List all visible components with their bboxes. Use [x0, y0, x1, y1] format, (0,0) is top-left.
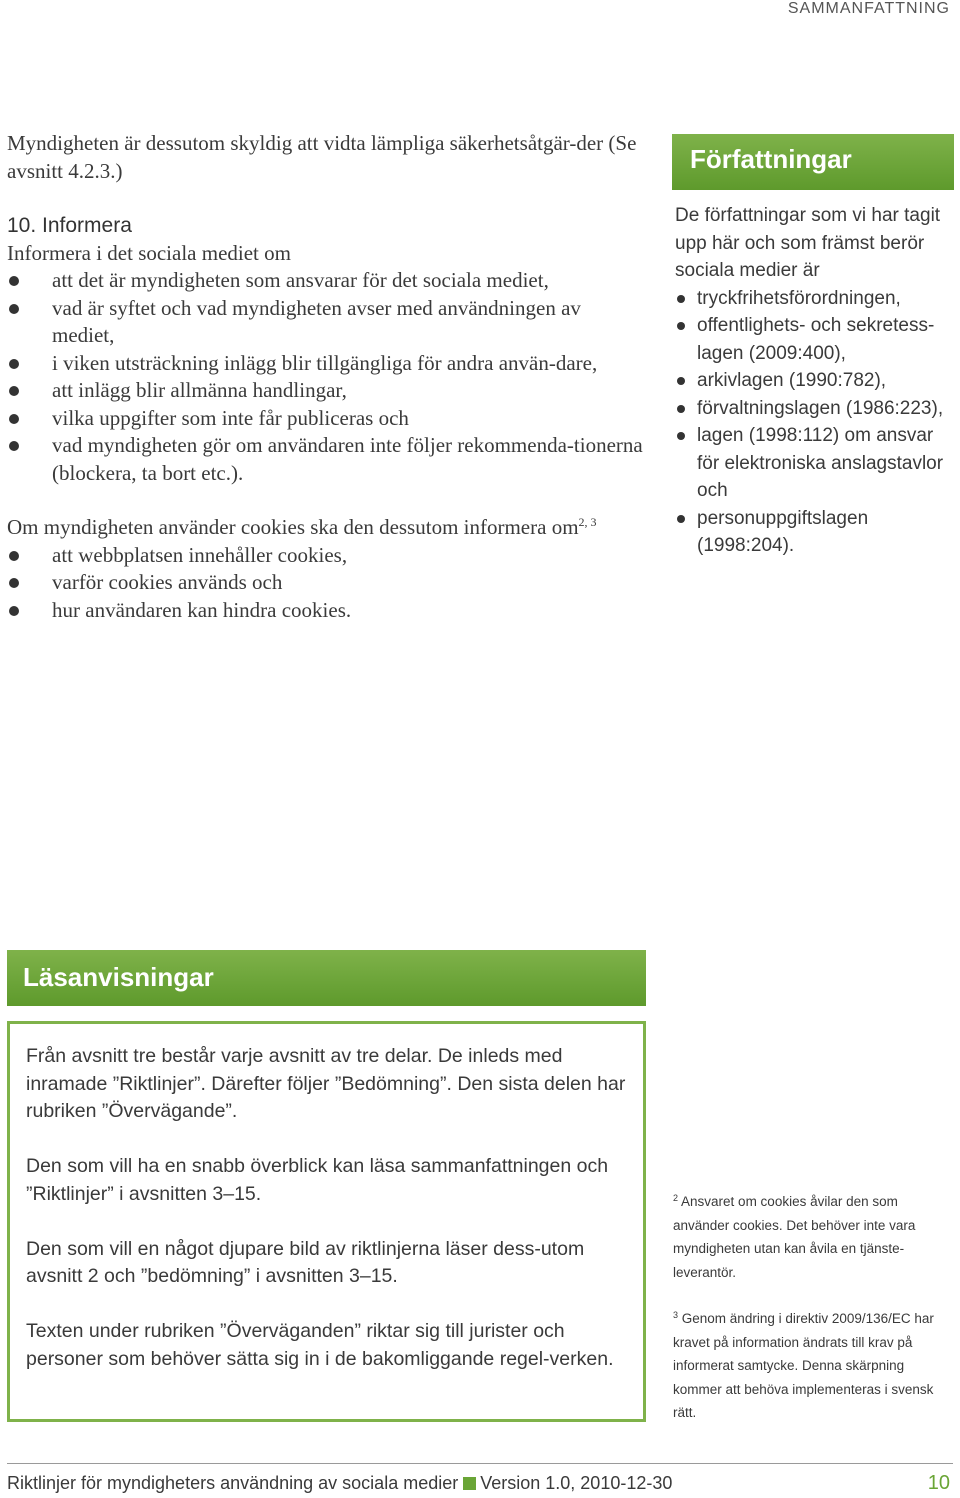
list-item: personuppgiftslagen (1998:204).	[675, 505, 954, 560]
list-item: vilka uppgifter som inte får publiceras och	[7, 405, 647, 433]
reading-paragraph: Från avsnitt tre består varje avsnitt av tre delar. De inleds med inramade ”Riktlinjer”. Därefter följer ”Bedömning”. Den sista delen har rubriken ”Övervägande”.	[26, 1045, 626, 1122]
footnote-text: Ansvaret om cookies åvilar den som använder cookies. Det behöver inte vara myndigheten utan kan åvila en tjänste-leverantör.	[673, 1194, 916, 1280]
list-item: lagen (1998:112) om ansvar för elektroniska anslagstavlor och	[675, 422, 954, 505]
sidebar-body	[672, 190, 954, 560]
footnote-number: 2	[673, 1193, 679, 1203]
inform-list	[7, 267, 647, 487]
list-item: att webbplatsen innehåller cookies,	[7, 542, 647, 570]
list-item: tryckfrihetsförordningen,	[675, 285, 954, 313]
sidebar-lead: De författningar som vi har tagit upp här och som främst berör sociala medier är	[675, 205, 941, 281]
list-item: offentlighets- och sekretess-lagen (2009:400),	[675, 312, 954, 367]
square-icon	[463, 1477, 476, 1490]
reading-paragraph: Den som vill ha en snabb överblick kan läsa sammanfattningen och ”Riktlinjer” i avsnitten 3–15.	[26, 1155, 609, 1205]
footnotes	[673, 1190, 953, 1448]
cookies-list	[7, 542, 647, 625]
list-item: i viken utsträckning inlägg blir tillgängliga för andra använ-dare,	[7, 350, 647, 378]
sidebar-title: Författningar	[672, 134, 954, 190]
list-item: varför cookies används och	[7, 569, 647, 597]
footnote-number: 3	[673, 1310, 679, 1320]
footnote-ref: 2, 3	[578, 515, 597, 529]
list-item: vad är syftet och vad myndigheten avser med användningen av mediet,	[7, 295, 647, 350]
list-item: vad myndigheten gör om användaren inte följer rekommenda-tionerna (blockera, ta bort etc.).	[7, 432, 647, 487]
reading-paragraph: Texten under rubriken ”Överväganden” riktar sig till jurister och personer som behöver sätta sig in i de bakomliggande regel-verken.	[26, 1320, 614, 1370]
footer-title: Riktlinjer för myndigheters användning av sociala medier	[7, 1473, 459, 1493]
cookies-lead-text: Om myndigheten använder cookies ska den dessutom informera om	[7, 515, 579, 539]
legislation-list	[675, 285, 954, 560]
reading-title: Läsanvisningar	[7, 950, 646, 1006]
footnote	[673, 1307, 953, 1425]
list-item: att det är myndigheten som ansvarar för det sociala mediet,	[7, 267, 647, 295]
section-heading: 10. Informera	[7, 214, 132, 237]
footer-divider	[7, 1463, 953, 1464]
list-item: att inlägg blir allmänna handlingar,	[7, 377, 647, 405]
inform-lead: Informera i det sociala mediet om	[7, 240, 291, 265]
main-column	[7, 130, 647, 624]
section-label: SAMMANFATTNING	[787, 0, 950, 17]
page-number: 10	[927, 1472, 950, 1494]
footnote	[673, 1190, 953, 1284]
reading-box	[7, 1021, 646, 1422]
footer	[7, 1473, 672, 1494]
legislation-sidebar	[672, 134, 954, 560]
cookies-lead	[7, 514, 647, 542]
intro-paragraph: Myndigheten är dessutom skyldig att vidta lämpliga säkerhetsåtgär-der (Se avsnitt 4.2.3.)	[7, 131, 637, 183]
reading-paragraph: Den som vill en något djupare bild av riktlinjerna läser dess-utom avsnitt 2 och ”bedömning” i avsnitten 3–15.	[26, 1237, 585, 1287]
list-item: förvaltningslagen (1986:223),	[675, 395, 954, 423]
footnote-text: Genom ändring i direktiv 2009/136/EC har kravet på information ändrats till krav på informerat samtycke. Denna skärpning kommer att behöva implementeras i svensk rätt.	[673, 1311, 934, 1420]
list-item: arkivlagen (1990:782),	[675, 367, 954, 395]
footer-version: Version 1.0, 2010-12-30	[480, 1473, 673, 1493]
list-item: hur användaren kan hindra cookies.	[7, 597, 647, 625]
